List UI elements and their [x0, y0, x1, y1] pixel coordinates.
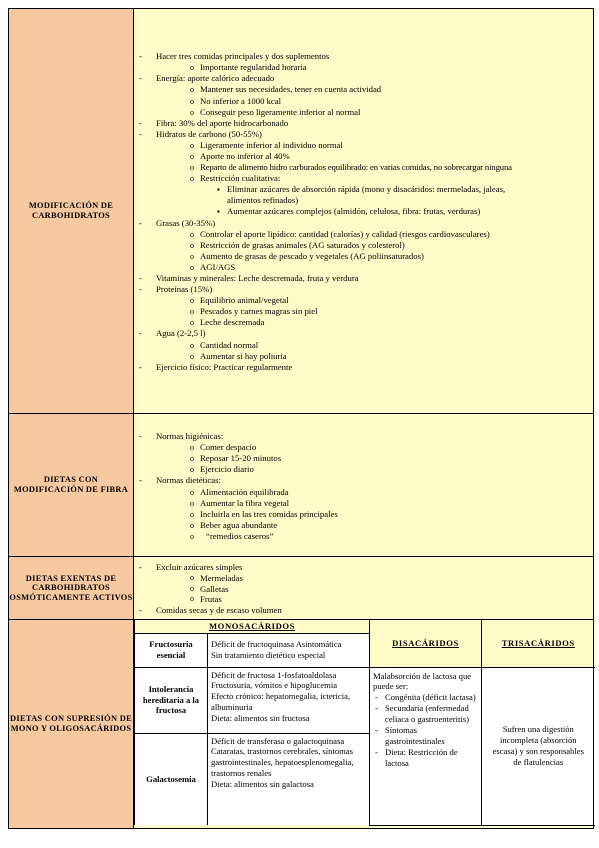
list-item: o Beber agua abundante	[156, 520, 593, 531]
list-item: o Aumento de grasas de pescado y vegetales (AG poliinsaturados)	[156, 251, 593, 262]
condition-details: Déficit de transferasa o galactoquinasa Cataratas, trastornos cerebrales, síntomas gastrointestinales, hepatoesplenomegalia, trastornos renales Dieta: alimentos sin galactosa	[208, 733, 370, 825]
list-item: o Pescados y carnes magras sin piel	[156, 306, 593, 317]
list-item: o Conseguir peso ligeramente inferior al normal	[156, 107, 593, 118]
bullet-list	[134, 562, 593, 616]
disaccharides-header: DISACÁRIDOS	[370, 620, 482, 667]
list-item: - Normas higiénicas: o Comer despacio o Reposar 15-20 minutos o Ejercicio diario	[134, 431, 593, 475]
list-item: o No inferior a 1000 kcal	[156, 96, 443, 107]
list-item: - Hidratos de carbono (50-55%) o Ligeramente inferior al individuo normal o Aporte no inferior al 40% o Reparto de alimento hidro carburados equilibrado: en varias comidas, no sobrecargar ninguna o Restricción cualitativa: ▪ Eliminar azúcares de absorción rápida (mono y disacáridos: mermeladas, jaleas, alimentos refinados) ▪ Aumentar azúcares complejos (almidón, celulosa, fibra: frutas, verduras)	[134, 129, 593, 218]
list-item: o Mantener sus necesidades, tener en cuenta actividad	[156, 84, 443, 95]
condition-details: Déficit de fructoquinasa Asintomática Sin tratamiento dietético especial	[208, 633, 370, 667]
disaccharides-content: Malabsorción de lactosa que puede ser: - Congénita (déficit lactasa) - Secundaria (enfermedad celiaca o gastroenteritis) - Síntomas gastrointestinales - Dieta: Restricción de lactosa	[370, 667, 482, 825]
bullet-list	[134, 431, 593, 542]
table-row	[9, 414, 594, 557]
list-item: o Comer despacio	[156, 442, 593, 453]
list-item: - Proteínas (15%) o Equilibrio animal/vegetal o Pescados y carnes magras sin piel o Leche descremada	[134, 284, 593, 328]
list-item: - Hacer tres comidas principales y dos suplementos o Importante regularidad horaria	[134, 51, 593, 73]
table-row	[9, 557, 594, 620]
list-item: - Agua (2-2,5 l) o Cantidad normal o Aumentar si hay poliuria	[134, 328, 593, 361]
list-item: o Aporte no inferior al 40%	[156, 151, 593, 162]
list-item: o Reposar 15-20 minutos	[156, 453, 593, 464]
list-item: ▪ Eliminar azúcares de absorción rápida (mono y disacáridos: mermeladas, jaleas, alimentos refinados)	[156, 184, 593, 206]
oligosaccharides-table	[134, 620, 595, 826]
list-item: - Comidas secas y de escaso volumen	[134, 605, 593, 616]
diet-table	[8, 8, 594, 829]
list-item: - Vitaminas y minerales: Leche descremada, fruta y verdura	[134, 273, 593, 284]
table-row	[9, 620, 594, 829]
list-item: o Controlar el aporte lipídico: cantidad (calorías) y calidad (riesgos cardiovasculares)	[156, 229, 593, 240]
trisaccharides-header: TRISACÁRIDOS	[482, 620, 595, 667]
row-content	[134, 414, 594, 557]
condition-name: Fructosuria esencial	[135, 633, 208, 667]
list-item: - Dieta: Restricción de lactosa	[373, 747, 478, 769]
list-item: - Congénita (déficit lactasa)	[373, 692, 478, 703]
list-item: - Fibra: 30% del aporte hidrocarbonado	[134, 118, 593, 129]
list-item: o Cantidad normal	[156, 340, 593, 351]
trisaccharides-content: Sufren una digestión incompleta (absorción escasa) y son responsables de flatulencias	[482, 667, 595, 825]
list-item: o Mermeladas	[156, 573, 593, 584]
list-item: o Aumentar la fibra vegetal	[156, 498, 593, 509]
row-content	[134, 9, 594, 414]
list-item: o Alimentación equilibrada	[156, 487, 593, 498]
list-item: o Leche descremada	[156, 317, 593, 328]
list-item: o Reparto de alimento hidro carburados equilibrado: en varias comidas, no sobrecargar ninguna	[156, 162, 593, 173]
list-item: - Normas dietéticas: o Alimentación equilibrada o Aumentar la fibra vegetal o Incluirla en las tres comidas principales o Beber agua abundante o “remedios caseros”	[134, 475, 593, 542]
list-item: - Secundaria (enfermedad celiaca o gastroenteritis)	[373, 703, 478, 725]
list-item: o Ligeramente inferior al individuo normal	[156, 140, 593, 151]
list-item: o Ejercicio diario	[156, 464, 593, 475]
list-item: - Ejercicio físico: Practicar regularmente	[134, 362, 593, 373]
row-title: DIETAS EXENTAS DE CARBOHIDRATOS OSMÓTICAMENTE ACTIVOS	[9, 557, 134, 620]
condition-name: Galactosemia	[135, 733, 208, 825]
list-item: o AGI/AGS	[156, 262, 593, 273]
list-item: o “remedios caseros”	[156, 531, 593, 542]
list-item: o Aumentar si hay poliuria	[156, 351, 593, 362]
list-item: o Frutas	[156, 594, 593, 605]
monosaccharides-header: MONOSACÁRIDOS	[135, 620, 370, 633]
list-item: ▪ Aumentar azúcares complejos (almidón, celulosa, fibra: frutas, verduras)	[156, 206, 593, 217]
row-title: DIETAS CON SUPRESIÓN DE MONO Y OLIGOSACÁRIDOS	[9, 620, 134, 829]
list-item: o Restricción cualitativa: ▪ Eliminar azúcares de absorción rápida (mono y disacáridos: mermeladas, jaleas, alimentos refinados) ▪ Aumentar azúcares complejos (almidón, celulosa, fibra: frutas, verduras)	[156, 173, 593, 217]
table-row	[9, 9, 594, 414]
condition-name: Intolerancia hereditaria a la fructosa	[135, 667, 208, 733]
list-item: o Equilibrio animal/vegetal	[156, 295, 593, 306]
row-title: DIETAS CON MODIFICACIÓN DE FIBRA	[9, 414, 134, 557]
list-item: o Importante regularidad horaria	[156, 62, 593, 73]
list-item: o Incluirla en las tres comidas principales	[156, 509, 593, 520]
row-title: MODIFICACIÓN DE CARBOHIDRATOS	[9, 9, 134, 414]
list-item: - Grasas (30-35%) o Controlar el aporte lipídico: cantidad (calorías) y calidad (riesgos cardiovasculares) o Restricción de grasas animales (AG saturados y colesterol) o Aumento de grasas de pescado y vegetales (AG poliinsaturados) o AGI/AGS	[134, 218, 593, 273]
list-item: - Excluir azúcares simples o Mermeladas o Galletas o Frutas	[134, 562, 593, 605]
bullet-list	[134, 51, 593, 373]
row-content	[134, 557, 594, 620]
condition-details: Déficit de fructosa 1-fosfatoaldolasa Fructosuria, vómitos e hipoglucemia Efecto crónico: hepatomegalia, ictericia, albuminuria Dieta: alimentos sin fructosa	[208, 667, 370, 733]
list-item: o Restricción de grasas animales (AG saturados y colesterol)	[156, 240, 593, 251]
list-item: o Galletas	[156, 584, 593, 595]
list-item: - Síntomas gastrointestinales	[373, 725, 478, 747]
list-item: - Energía: aporte calórico adecuado o Mantener sus necesidades, tener en cuenta actividad o No inferior a 1000 kcal o Conseguir peso ligeramente inferior al normal	[134, 73, 593, 117]
row-content	[134, 620, 594, 829]
